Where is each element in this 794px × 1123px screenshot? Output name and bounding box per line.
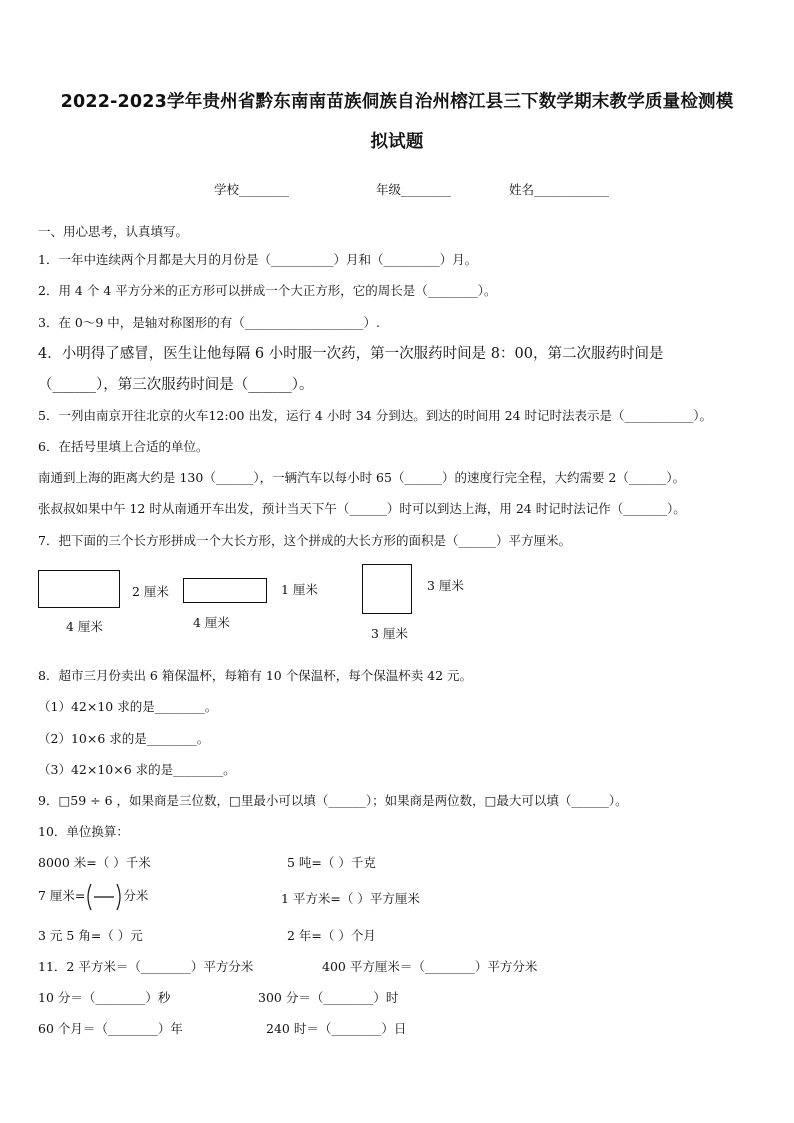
question-5: 5．一列由南京开往北京的火车12:00 出发，运行 4 小时 34 分到达。到达的时间用 24 时记时法表示是（___________）。: [38, 408, 713, 423]
rectangle-2: [183, 578, 267, 603]
question-4-line2: （______），第三次服药时间是（______）。: [38, 377, 314, 393]
rect2-width-label: 4 厘米: [193, 615, 230, 630]
section-heading: 一、用心思考，认真填写。: [38, 224, 189, 239]
q10-item-c-left: 7 厘米=: [38, 888, 86, 903]
q10-item-f: 2 年=（ ）个月: [287, 928, 376, 943]
rect2-height-label: 1 厘米: [281, 582, 318, 597]
q10-item-c: [38, 881, 148, 911]
question-1: 1．一年中连续两个月都是大月的月份是（__________）月和（_________）月。: [38, 252, 478, 267]
rect3-height-label: 3 厘米: [427, 578, 464, 593]
school-field[interactable]: 学校________: [214, 182, 290, 197]
q11-item-c: 10 分＝（________）秒: [38, 990, 171, 1005]
question-6: 6．在括号里填上合适的单位。: [38, 439, 209, 454]
question-9: 9．□59 ÷ 6 ，如果商是三位数，□里最小可以填（______）；如果商是两位数，□最大可以填（______）。: [38, 793, 628, 808]
q10-item-a: 8000 米=（ ）千米: [38, 855, 151, 870]
question-10: 10．单位换算：: [38, 824, 129, 839]
question-8-part1: （1）42×10 求的是________。: [38, 699, 218, 714]
question-6-line2: 张叔叔如果中午 12 时从南通开车出发，预计当天下午（______）时可以到达上海，用 24 时记时法记作（_______）。: [38, 501, 686, 516]
question-8-part2: （2）10×6 求的是________。: [38, 731, 210, 746]
q11-item-e: 60 个月＝（________）年: [38, 1021, 183, 1036]
rect1-width-label: 4 厘米: [66, 619, 103, 634]
q11-item-b: 400 平方厘米＝（________）平方分米: [322, 959, 538, 974]
q11-item-d: 300 分＝（________）时: [258, 990, 399, 1005]
rect3-width-label: 3 厘米: [371, 626, 408, 641]
q10-item-e: 3 元 5 角=（ ）元: [38, 928, 143, 943]
question-6-line1: 南通到上海的距离大约是 130（______），一辆汽车以每小时 65（______）的速度行完全程，大约需要 2（______）。: [38, 470, 686, 485]
rectangle-1: [38, 570, 120, 608]
q10-item-d: 1 平方米=（ ）平方厘米: [281, 891, 420, 906]
question-8-part3: （3）42×10×6 求的是________。: [38, 762, 236, 777]
page-title-line2: 拟试题: [370, 132, 424, 152]
question-2: 2．用 4 个 4 平方分米的正方形可以拼成一个大正方形，它的周长是（________）。: [38, 283, 497, 298]
question-4-line1: 4．小明得了感冒，医生让他每隔 6 小时服一次药，第一次服药时间是 8：00，第二次服药时间是: [38, 346, 664, 362]
fraction-blank[interactable]: [85, 882, 123, 912]
page-title-line1: 2022-2023学年贵州省黔东南南苗族侗族自治州榕江县三下数学期末教学质量检测模: [60, 92, 734, 112]
question-7: 7．把下面的三个长方形拼成一个大长方形，这个拼成的大长方形的面积是（______）平方厘米。: [38, 533, 571, 548]
q11-item-a: 11．2 平方米＝（________）平方分米: [38, 959, 254, 974]
question-8: 8．超市三月份卖出 6 箱保温杯，每箱有 10 个保温杯，每个保温杯卖 42 元。: [38, 668, 473, 683]
square-3: [362, 564, 412, 614]
q10-item-c-right: 分米: [123, 888, 149, 903]
grade-field[interactable]: 年级________: [376, 182, 452, 197]
question-3: 3．在 0～9 中，是轴对称图形的有（___________________）.: [38, 315, 381, 330]
name-field[interactable]: 姓名____________: [509, 182, 610, 197]
q11-item-f: 240 时＝（________）日: [266, 1021, 407, 1036]
rect1-height-label: 2 厘米: [132, 584, 169, 599]
q10-item-b: 5 吨=（ ）千克: [287, 855, 376, 870]
